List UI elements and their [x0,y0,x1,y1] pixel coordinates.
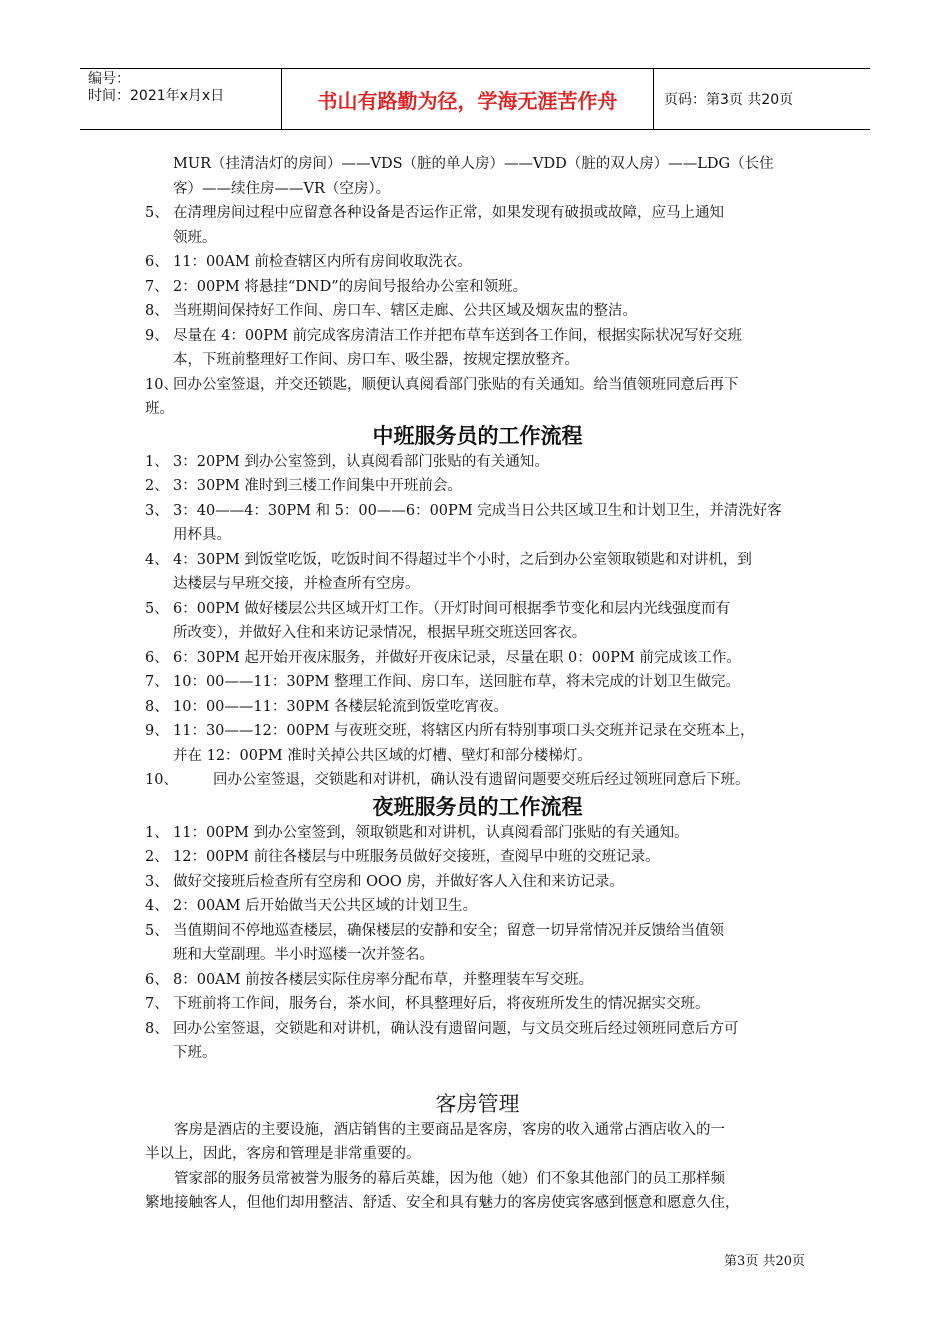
item-text [173,670,810,695]
item-line: 11：00PM 到办公室签到，领取锁匙和对讲机，认真阅看部门张贴的有关通知。 [173,824,689,841]
item-line: 本，下班前整理好工作间、房口车、吸尘器，按规定摆放整齐。 [173,352,579,368]
item-line: 下班前将工作间，服务台，茶水间，杯具整理好后，将夜班所发生的情况据实交班。 [173,996,710,1012]
item-text [173,719,810,768]
item-line: 下班。 [173,1045,217,1061]
item-text [173,870,810,895]
item-line: 在清理房间过程中应留意各种设备是否运作正常，如果发现有破损或故障，应马上通知 [173,205,724,221]
item-line: 3：30PM 准时到三楼工作间集中开班前会。 [173,478,462,494]
paragraph-line: 客房是酒店的主要设施，酒店销售的主要商品是客房，客房的收入通常占酒店收入的一 [174,1121,725,1138]
item-line: 当值期间不停地巡查楼层，确保楼层的安静和安全；留意一切异常情况并反馈给当值领 [173,922,724,939]
item-text [173,597,810,646]
item-number: 5、 [145,922,169,939]
item-number: 10、 [145,376,178,393]
list-item [145,1017,810,1066]
list-item [145,992,810,1017]
item-number: 7、 [145,674,169,690]
item-line: 6：00PM 做好楼层公共区域开灯工作。（开灯时间可根据季节变化和层内光线强度而有 [173,600,731,617]
list-item [145,719,810,768]
list-item [145,450,810,475]
item-line: 班和大堂副理。半小时巡楼一次并签名。 [173,947,434,963]
paragraph-line: 繁地接触客人，但他们却用整洁、舒适、安全和具有魅力的客房使宾客感到惬意和愿意久住， [145,1195,740,1211]
header-motto: 书山有路勤为径，学海无涯苦作舟 [282,69,654,129]
list-item [145,324,810,373]
item-line: 11：30——12：00PM 与夜班交班，将辖区内所有特别事项口头交班并记录在交班本上， [173,723,755,739]
intro-list [145,201,810,422]
item-number: 2、 [145,849,169,865]
section-title-mid-shift: 中班服务员的工作流程 [372,423,583,448]
item-line: 8：00AM 前按各楼层实际住房率分配布草，并整理装车写交班。 [173,971,594,988]
item-line: 3：20PM 到办公室签到，认真阅看部门张贴的有关通知。 [173,453,549,470]
item-line: 回办公室签退，并交还锁匙，顺便认真阅看部门张贴的有关通知。给当值领班同意后再下 [173,376,739,393]
section-title-night-shift: 夜班服务员的工作流程 [372,794,583,819]
item-number: 5、 [145,205,169,221]
list-item [145,894,810,919]
list-item [145,695,810,720]
item-line: 并在 12：00PM 准时关掉公共区域的灯槽、壁灯和部分楼梯灯。 [173,747,592,764]
item-number: 8、 [145,1020,169,1037]
item-line: 2：00PM 将悬挂“DND”的房间号报给办公室和领班。 [173,278,528,295]
list-item [145,299,810,324]
item-line: 达楼层与早班交接，并检查所有空房。 [173,576,420,592]
item-line: 回办公室签退，交锁匙和对讲机，确认没有遗留问题，与文员交班后经过领班同意后方可 [173,1020,739,1037]
item-line: 12：00PM 前往各楼层与中班服务员做好交接班，查阅早中班的交班记录。 [173,849,660,865]
list-item [145,845,810,870]
section-title-room-management: 客房管理 [435,1091,520,1116]
header-page-info: 页码：第3页 共20页 [664,92,794,108]
item-line: 做好交接班后检查所有空房和 OOO 房，并做好客人入住和来访记录。 [173,873,624,890]
item-number: 1、 [145,453,169,470]
list-item [145,373,810,398]
item-line: 领班。 [173,229,217,246]
list-item [145,597,810,646]
item-text [173,275,810,300]
doc-code-label: 编号： [88,71,130,87]
list-item [145,870,810,895]
item-line: 当班期间保持好工作间、房口车、辖区走廊、公共区域及烟灰盅的整洁。 [173,303,637,319]
item-number: 3、 [145,873,169,890]
item-line: 6：30PM 起开始开夜床服务，并做好开夜床记录，尽量在职 0：00PM 前完成该工作。 [173,649,741,666]
page-header [80,68,870,130]
item-number: 9、 [145,327,169,344]
item-line: 回办公室签退，交锁匙和对讲机，确认没有遗留问题要交班后经过领班同意后下班。 [213,772,750,788]
list-item [145,968,810,993]
list-item [145,499,810,548]
continued-line: MUR（挂清洁灯的房间）——VDS（脏的单人房）——VDD（脏的双人房）——LDG（长住 [173,156,774,172]
item-text [173,968,810,993]
item-number: 8、 [145,303,169,319]
item-text [173,548,810,597]
night-shift-list [145,821,810,1066]
item-line: 4：30PM 到饭堂吃饭，吃饭时间不得超过半个小时，之后到办公室领取锁匙和对讲机，到 [173,551,752,568]
header-meta [80,69,282,129]
list-item [145,768,810,793]
item-text [173,499,810,548]
document-body [145,152,810,1216]
item-text [173,1017,810,1066]
item-text [173,992,810,1017]
item-number: 7、 [145,996,169,1012]
item-number: 1、 [145,824,169,841]
item-number: 10、 [145,772,178,788]
item-number: 6、 [145,254,169,270]
item-text [173,894,810,919]
item-number: 4、 [145,551,169,568]
item-tail-line: 班。 [145,401,174,417]
item-text [173,324,810,373]
item-text [173,450,810,475]
item-text [173,845,810,870]
item-text [213,768,810,793]
item-number: 4、 [145,898,169,914]
list-item [145,250,810,275]
item-text [173,646,810,671]
item-text [173,821,810,846]
list-item [145,646,810,671]
mid-shift-list [145,450,810,793]
item-text [173,201,810,250]
item-number: 8、 [145,698,169,715]
item-number: 7、 [145,278,169,295]
item-text [173,299,810,324]
item-number: 6、 [145,649,169,666]
list-item [145,670,810,695]
item-number: 5、 [145,600,169,617]
list-item [145,919,810,968]
item-number: 9、 [145,723,169,739]
item-number: 6、 [145,971,169,988]
item-line: 所改变），并做好入住和来访记录情况，根据早班交班送回客衣。 [173,625,587,641]
paragraph-line: 半以上，因此，客房和管理是非常重要的。 [145,1146,421,1162]
item-text [173,919,810,968]
item-number: 2、 [145,478,169,494]
continued-line: 客）——续住房——VR（空房）。 [173,180,391,197]
doc-time-label: 时间：2021年x月x日 [88,88,225,104]
item-line: 用杯具。 [173,527,231,543]
item-line: 3：40——4：30PM 和 5：00——6：00PM 完成当日公共区域卫生和计划卫生，并清洗好客 [173,502,782,519]
list-item [145,201,810,250]
item-text [173,373,810,398]
item-line: 2：00AM 后开始做当天公共区域的计划卫生。 [173,898,478,914]
list-item [145,275,810,300]
item-line: 尽量在 4：00PM 前完成客房清洁工作并把布草车送到各工作间，根据实际状况写好交班 [173,327,742,344]
paragraph-line: 管家部的服务员常被誉为服务的幕后英雄，因为他（她）们不象其他部门的员工那样频 [174,1170,725,1187]
list-item [145,474,810,499]
item-text [173,474,810,499]
item-line: 11：00AM 前检查辖区内所有房间收取洗衣。 [173,254,472,270]
page-footer: 第3页 共20页 [724,1254,805,1269]
item-number: 3、 [145,502,169,519]
list-item [145,548,810,597]
item-text [173,250,810,275]
item-line: 10：00——11：30PM 整理工作间、房口车，送回脏布草，将未完成的计划卫生做完。 [173,674,741,690]
item-line: 10：00——11：30PM 各楼层轮流到饭堂吃宵夜。 [173,698,509,715]
item-text [173,695,810,720]
list-item [145,821,810,846]
